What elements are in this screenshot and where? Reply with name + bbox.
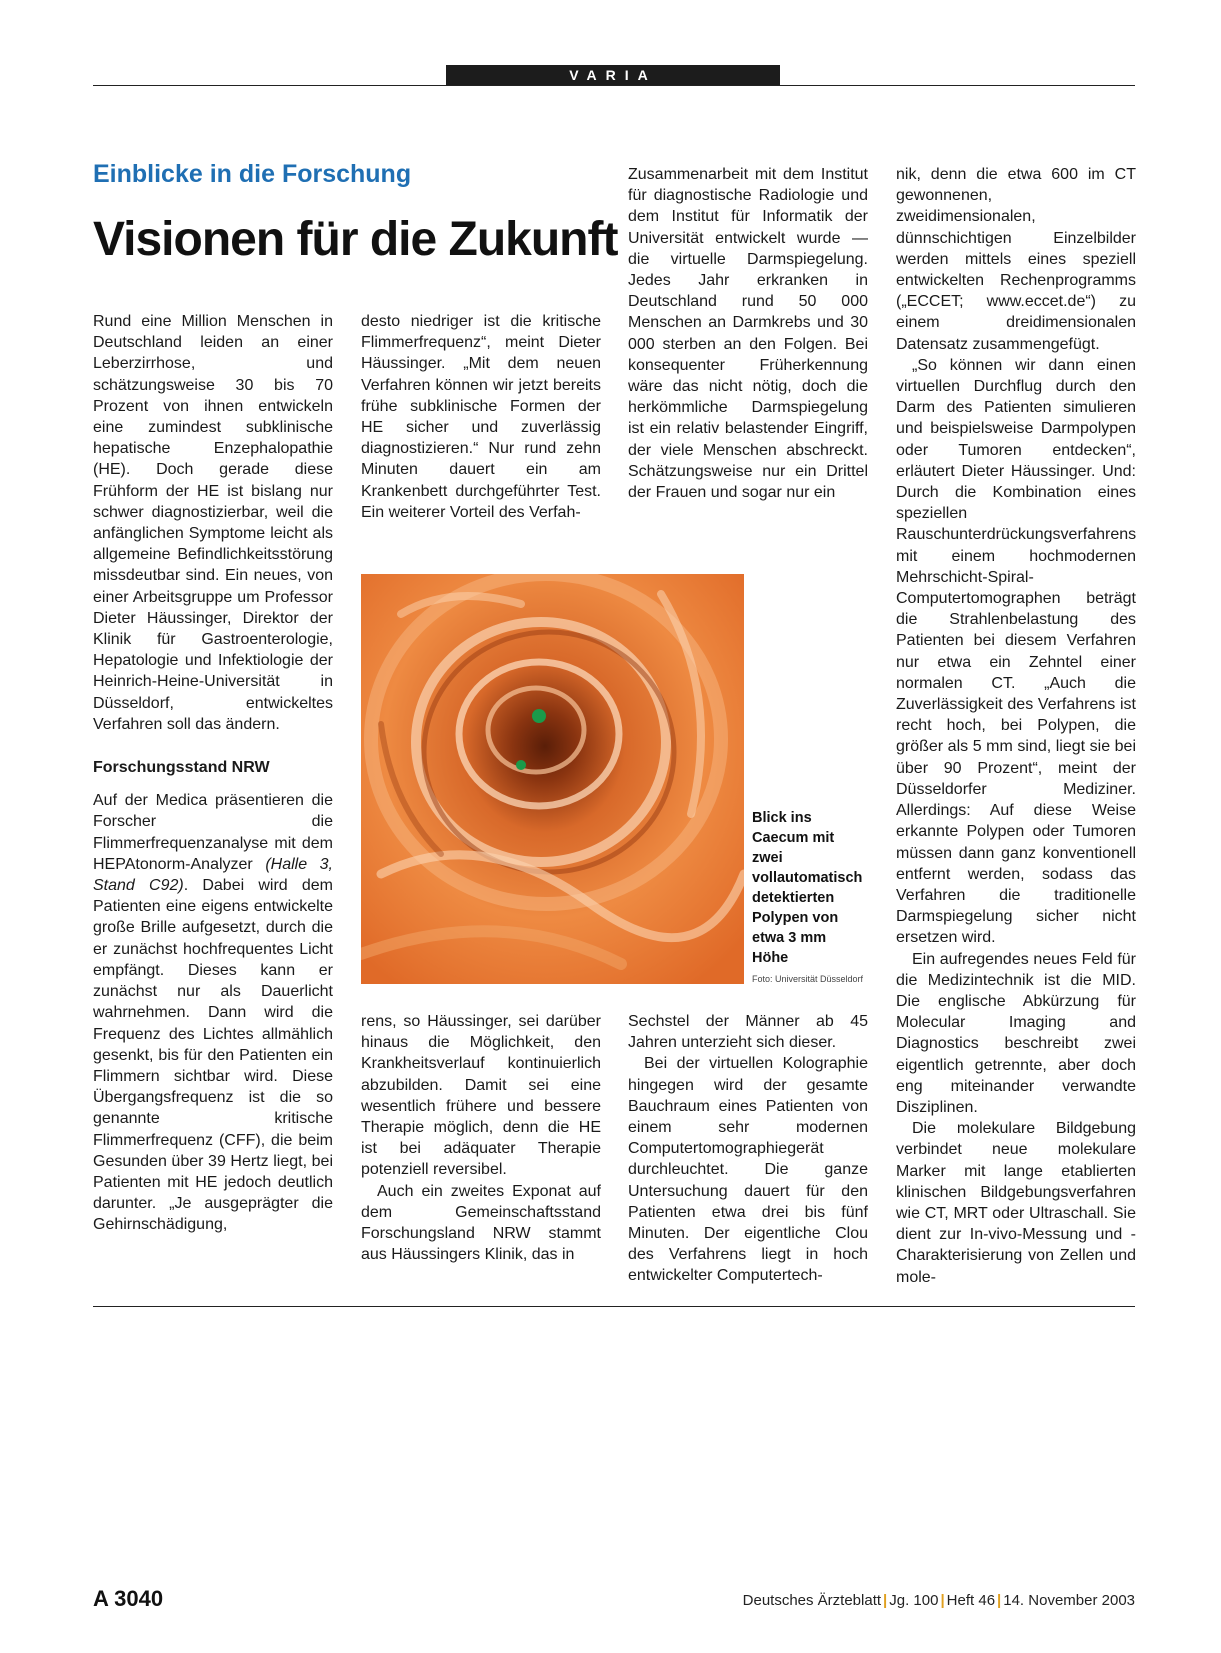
paragraph: Auf der Medica präsentieren die Forscher die Flimmerfrequenzanalyse mit dem HEPAtonorm-Analyzer (Halle 3, Stand C92). Dabei wird dem Patienten eine eigens entwickelte große Brille aufgesetzt, durch die er zunächst hochfrequentes Licht empfängt. Dieses kann er zunächst nur als Dauerlicht wahrnehmen. Dann wird die Frequenz des Lichtes allmählich gesenkt, bis für den Patienten ein Flimmern sichtbar wird. Diese Übergangsfrequenz ist die so genannte kritische Flimmerfrequenz (CFF), die beim Gesunden über 39 Hertz liegt, bei Patienten mit HE jedoch deutlich darunter. „Je ausgeprägter die Gehirnschädigung, — [93, 792, 334, 1234]
bottom-divider — [93, 1306, 1135, 1307]
paragraph: nik, denn die etwa 600 im CT gewonnenen, zweidimensionalen, dünnschichtigen Einzelbilder werden mittels eines speziell entwickelten Rechenprogramms („ECCET; www.eccet.de“) zu einem dreidimensionalen Datensatz zusammengefügt. — [896, 166, 1136, 353]
issue-date: 14. November 2003 — [1003, 1592, 1135, 1609]
column-3 — [628, 164, 868, 503]
polyp-marker — [516, 760, 526, 770]
journal-footer: Deutsches Ärzteblatt | Jg. 100 | Heft 46 | 14. November 2003 — [742, 1592, 1135, 1609]
paragraph: „So können wir dann einen virtuellen Durchflug durch den Darm des Patienten simulieren und beispielsweise Darmpolypen oder Tumoren entdecken“, erläutert Dieter Häussinger. Und: Durch die Kombination eines speziellen Rauschunterdrückungsverfahrens mit einem hochmodernen Mehrschicht-Spiral-Computertomographen beträgt die Strahlenbelastung des Patienten bei diesem Verfahren nur etwa ein Zehntel einer normalen CT. „Auch die Zuverlässigkeit des Verfahrens ist recht hoch, bei Polypen, die größer als 5 mm sind, liegt sie bei über 90 Prozent“, meint der Düsseldorfer Mediziner. Allerdings: Auf diese Weise erkannte Polypen oder Tumoren müssen dann ganz konventionell entfernt werden, sodass das Verfahren die traditionelle Darmspiegelung sicher nicht ersetzen wird. — [896, 356, 1137, 947]
column-1 — [93, 311, 333, 1236]
journal-volume: Jg. 100 — [889, 1592, 939, 1609]
page-number: A 3040 — [93, 1586, 164, 1611]
subheading: Forschungsstand NRW — [93, 759, 270, 777]
paragraph: Die molekulare Bildgebung verbindet neue molekulare Marker mit lange etablierten klinischen Bildgebungsverfahren wie CT, MRT oder Ultraschall. Sie dient zur In-vivo-Messung und -Charakterisierung von Zellen und mole- — [896, 1120, 1136, 1286]
figure-caption: Blick ins Caecum mit zwei vollautomatisch detektierten Polypen von etwa 3 mm Höhe — [752, 810, 863, 966]
colon-photo — [361, 574, 744, 984]
paragraph: Sechstel der Männer ab 45 Jahren unterzieht sich dieser. — [628, 1013, 868, 1052]
paragraph: rens, so Häussinger, sei darüber hinaus die Möglichkeit, den Krankheitsverlauf kontinuierlich abzubilden. Damit sei eine wesentlich frühere und bessere Therapie möglich, denn die HE ist bei adäquater Therapie potenziell reversibel. — [361, 1013, 601, 1179]
paragraph: Bei der virtuellen Kolographie hingegen wird der gesamte Bauchraum eines Patienten von einem sehr modernen Computertomographiegerät durchleuchtet. Die ganze Untersuchung dauert für den Patienten etwa drei bis fünf Minuten. Der eigentliche Clou des Verfahrens liegt in hoch entwickelter Computertech- — [628, 1055, 868, 1285]
top-divider — [93, 85, 1135, 86]
colon-interior-image — [361, 574, 744, 984]
column-2 — [361, 311, 601, 523]
booth-reference: (Halle 3, Stand C92) — [93, 855, 333, 895]
column-2-continued — [361, 1011, 601, 1265]
paragraph: Ein aufregendes neues Feld für die Medizintechnik ist die MID. Die englische Abkürzung für Molecular Imaging and Diagnostics beschreibt zwei eigentlich getrennte, aber doch eng miteinander verwandte Disziplinen. — [896, 950, 1136, 1116]
column-4 — [896, 164, 1136, 1288]
polyp-marker — [532, 709, 546, 723]
paragraph: Auch ein zweites Exponat auf dem Gemeinschaftsstand Forschungsland NRW stammt aus Häussingers Klinik, das in — [361, 1182, 601, 1264]
journal-issue: Heft 46 — [946, 1592, 996, 1609]
column-3-continued — [628, 1011, 868, 1287]
article-title: Visionen für die Zukunft — [93, 213, 618, 266]
paragraph: Zusammenarbeit mit dem Institut für diagnostische Radiologie und dem Institut für Informatik der Universität entwickelt wurde — die virtuelle Darmspiegelung. Jedes Jahr erkranken in Deutschland rund 50 000 Menschen an Darmkrebs und 30 000 sterben an den Folgen. Bei konsequenter Früherkennung wäre das nicht nötig, doch die herkömmliche Darmspiegelung ist ein relativ belastender Eingriff, der viele Menschen abschreckt. Schätzungsweise nur ein Drittel der Frauen und sogar nur ein — [628, 166, 868, 502]
journal-name: Deutsches Ärzteblatt — [742, 1592, 882, 1609]
article-kicker: Einblicke in die Forschung — [93, 160, 412, 188]
paragraph: Rund eine Million Menschen in Deutschland leiden an einer Leberzirrhose, und schätzungsweise 30 bis 70 Prozent von ihnen entwickeln eine zumindest subklinische hepatische Enzephalopathie (HE). Doch gerade diese Frühform der HE ist bislang nur schwer diagnostizierbar, weil die anfänglichen Symptome leicht als allgemeine Befindlichkeitsstörung missdeutbar sind. Ein neues, von einer Arbeitsgruppe um Professor Dieter Häussinger, Direktor der Klinik für Gastroenterologie, Hepatologie und Infektiologie der Heinrich-Heine-Universität in Düsseldorf, entwickeltes Verfahren soll das ändern. — [93, 313, 333, 733]
photo-credit: Foto: Universität Düsseldorf — [752, 974, 864, 984]
section-label: VARIA — [446, 65, 780, 85]
paragraph: desto niedriger ist die kritische Flimmerfrequenz“, meint Dieter Häussinger. „Mit dem neuen Verfahren können wir jetzt bereits frühe subklinische Formen der HE sicher und zuverlässig diagnostizieren.“ Nur rund zehn Minuten dauert ein am Krankenbett durchgeführter Test. Ein weiterer Vorteil des Verfah- — [361, 313, 601, 521]
